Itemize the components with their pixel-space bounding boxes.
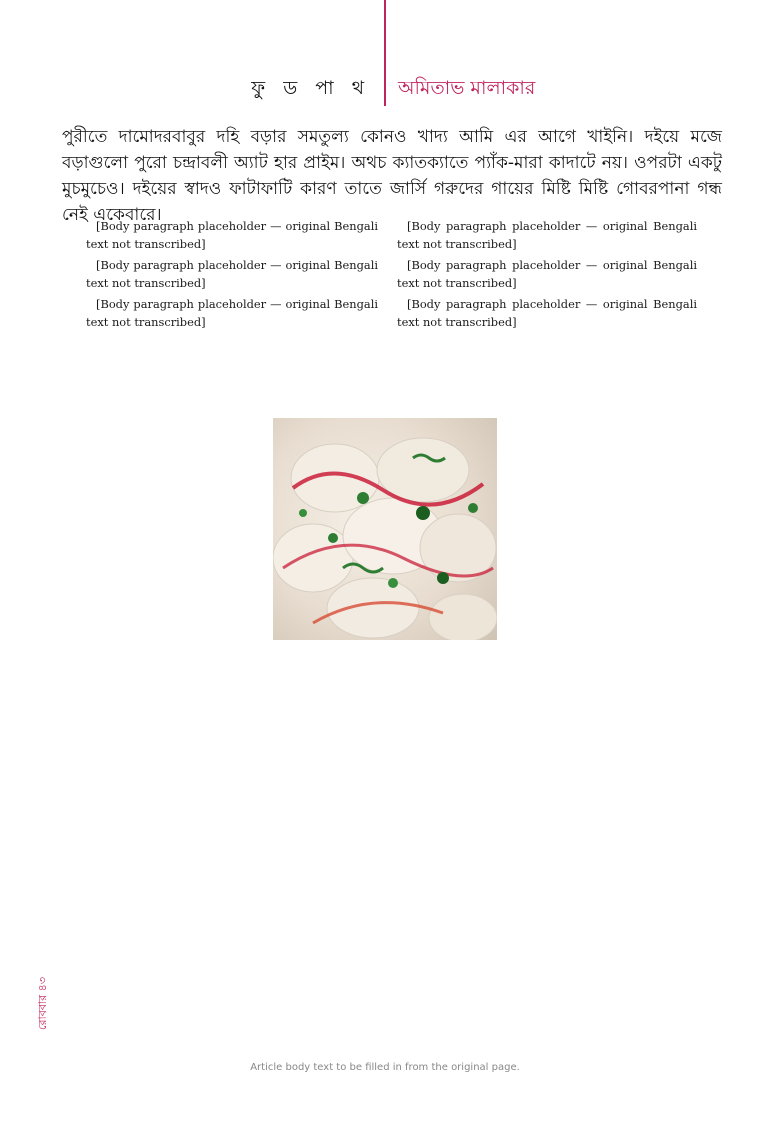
placeholder-note: Article body text to be filled in from the original page. <box>250 1062 520 1073</box>
body-paragraph: [Body paragraph placeholder — original Bengali text not transcribed] <box>397 219 697 251</box>
column-heading <box>0 74 770 114</box>
heading-divider <box>384 72 386 106</box>
page-folio: রোববার ৪৩ <box>36 977 49 1030</box>
body-paragraph: [Body paragraph placeholder — original Bengali text not transcribed] <box>397 258 697 290</box>
body-paragraph: [Body paragraph placeholder — original Bengali text not transcribed] <box>86 297 378 329</box>
body-paragraph: [Body paragraph placeholder — original Bengali text not transcribed] <box>86 258 378 290</box>
top-divider <box>384 0 386 72</box>
intro-paragraph: পুরীতে দামোদরবাবুর দহি বড়ার সমতুল্য কোনও খাদ্য আমি এর আগে খাইনি। দইয়ে মজে বড়াগুলো পুরো চন্দ্রাবলী অ্যাট হার প্রাইম। অথচ ক্যাতক্যাতে প্যাঁক-মারা কাদাটে নয়। ওপরটা একটু মুচমুচেও। দইয়ের স্বাদও ফাটাফাটি কারণ তাতে জার্সি গরুদের গায়ের মিষ্টি মিষ্টি গোবরপানা গন্ধ নেই একেবারে। <box>62 127 722 225</box>
dahi-vada-illustration <box>273 418 497 640</box>
dahi-vada-photo <box>273 418 497 640</box>
body-paragraph: [Body paragraph placeholder — original Bengali text not transcribed] <box>397 297 697 329</box>
body-paragraph: [Body paragraph placeholder — original Bengali text not transcribed] <box>86 219 378 251</box>
author-name: অমিতাভ মালাকার <box>398 77 536 99</box>
column-name: ফু ড পা থ <box>251 77 370 99</box>
